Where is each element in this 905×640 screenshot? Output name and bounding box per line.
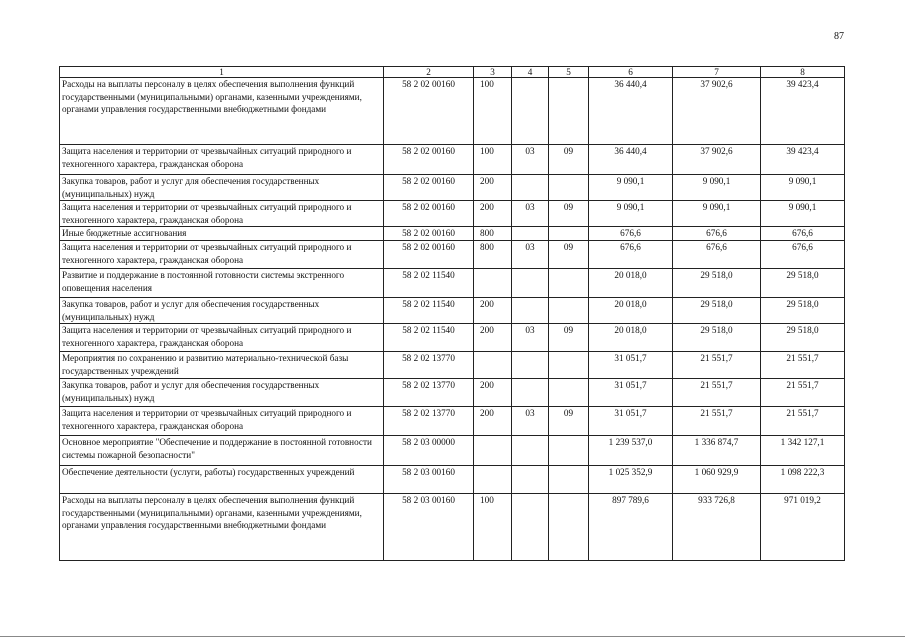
table-row — [60, 352, 845, 379]
header-cell: 2 — [384, 67, 474, 78]
row-amount-3: 29 518,0 — [761, 324, 845, 352]
row-amount-3: 21 551,7 — [761, 352, 845, 379]
row-subsection: 09 — [549, 201, 589, 227]
table-row — [60, 201, 845, 227]
row-amount-1: 1 025 352,9 — [589, 466, 673, 494]
row-section — [512, 78, 549, 145]
table-row — [60, 240, 845, 268]
row-amount-3: 29 518,0 — [761, 297, 845, 323]
row-subsection — [549, 352, 589, 379]
row-expense-group: 200 — [474, 175, 512, 201]
row-expense-group — [474, 352, 512, 379]
header-cell: 8 — [761, 67, 845, 78]
row-expense-group: 200 — [474, 379, 512, 407]
row-amount-3: 21 551,7 — [761, 379, 845, 407]
row-amount-2: 37 902,6 — [673, 78, 761, 145]
row-amount-3: 39 423,4 — [761, 78, 845, 145]
row-expense-group — [474, 436, 512, 466]
header-cell: 6 — [589, 67, 673, 78]
row-amount-1: 20 018,0 — [589, 268, 673, 297]
row-target-code: 58 2 02 13770 — [384, 352, 474, 379]
header-cell: 4 — [512, 67, 549, 78]
row-amount-1: 1 239 537,0 — [589, 436, 673, 466]
row-description: Иные бюджетные ассигнования — [60, 227, 384, 241]
row-amount-2: 37 902,6 — [673, 145, 761, 175]
row-amount-1: 676,6 — [589, 227, 673, 241]
table-row — [60, 227, 845, 241]
row-expense-group — [474, 466, 512, 494]
row-target-code: 58 2 02 13770 — [384, 379, 474, 407]
row-amount-1: 676,6 — [589, 240, 673, 268]
row-subsection — [549, 379, 589, 407]
row-expense-group — [474, 268, 512, 297]
row-amount-2: 1 336 874,7 — [673, 436, 761, 466]
row-subsection — [549, 494, 589, 561]
row-section — [512, 175, 549, 201]
row-section — [512, 297, 549, 323]
row-expense-group: 100 — [474, 78, 512, 145]
row-amount-2: 9 090,1 — [673, 175, 761, 201]
header-cell: 3 — [474, 67, 512, 78]
row-description: Защита населения и территории от чрезвычайных ситуаций природного и техногенного характера, гражданская оборона — [60, 240, 384, 268]
row-amount-1: 36 440,4 — [589, 145, 673, 175]
row-subsection — [549, 466, 589, 494]
row-subsection — [549, 436, 589, 466]
row-section — [512, 466, 549, 494]
row-section — [512, 268, 549, 297]
row-subsection: 09 — [549, 324, 589, 352]
row-amount-1: 9 090,1 — [589, 201, 673, 227]
row-amount-1: 36 440,4 — [589, 78, 673, 145]
row-amount-3: 1 342 127,1 — [761, 436, 845, 466]
row-amount-3: 676,6 — [761, 227, 845, 241]
row-section — [512, 494, 549, 561]
row-subsection — [549, 297, 589, 323]
row-amount-1: 20 018,0 — [589, 297, 673, 323]
table-row — [60, 268, 845, 297]
row-amount-1: 897 789,6 — [589, 494, 673, 561]
header-cell: 5 — [549, 67, 589, 78]
table-row — [60, 145, 845, 175]
table-row — [60, 407, 845, 436]
row-section — [512, 379, 549, 407]
row-section — [512, 352, 549, 379]
row-expense-group: 200 — [474, 407, 512, 436]
row-amount-3: 39 423,4 — [761, 145, 845, 175]
row-amount-2: 9 090,1 — [673, 201, 761, 227]
row-amount-1: 20 018,0 — [589, 324, 673, 352]
row-amount-2: 21 551,7 — [673, 379, 761, 407]
row-target-code: 58 2 02 00160 — [384, 201, 474, 227]
row-description: Защита населения и территории от чрезвычайных ситуаций природного и техногенного характера, гражданская оборона — [60, 324, 384, 352]
row-amount-3: 21 551,7 — [761, 407, 845, 436]
row-target-code: 58 2 03 00160 — [384, 466, 474, 494]
row-subsection: 09 — [549, 145, 589, 175]
row-target-code: 58 2 02 00160 — [384, 78, 474, 145]
row-description: Защита населения и территории от чрезвычайных ситуаций природного и техногенного характера, гражданская оборона — [60, 407, 384, 436]
row-section — [512, 436, 549, 466]
row-description: Защита населения и территории от чрезвычайных ситуаций природного и техногенного характера, гражданская оборона — [60, 145, 384, 175]
row-amount-1: 31 051,7 — [589, 379, 673, 407]
row-expense-group: 800 — [474, 240, 512, 268]
header-cell: 1 — [60, 67, 384, 78]
row-section: 03 — [512, 324, 549, 352]
row-amount-2: 21 551,7 — [673, 407, 761, 436]
row-amount-2: 21 551,7 — [673, 352, 761, 379]
row-subsection — [549, 268, 589, 297]
row-amount-3: 29 518,0 — [761, 268, 845, 297]
row-target-code: 58 2 02 11540 — [384, 268, 474, 297]
row-amount-3: 1 098 222,3 — [761, 466, 845, 494]
row-subsection: 09 — [549, 240, 589, 268]
row-description: Закупка товаров, работ и услуг для обеспечения государственных (муниципальных) нужд — [60, 379, 384, 407]
row-amount-3: 9 090,1 — [761, 175, 845, 201]
row-section: 03 — [512, 201, 549, 227]
row-subsection — [549, 227, 589, 241]
table-row — [60, 494, 845, 561]
table-row — [60, 466, 845, 494]
row-description: Основное мероприятие "Обеспечение и поддержание в постоянной готовности системы пожарной безопасности" — [60, 436, 384, 466]
row-description: Закупка товаров, работ и услуг для обеспечения государственных (муниципальных) нужд — [60, 297, 384, 323]
table-row — [60, 324, 845, 352]
row-amount-3: 971 019,2 — [761, 494, 845, 561]
row-subsection — [549, 78, 589, 145]
row-target-code: 58 2 03 00000 — [384, 436, 474, 466]
row-section: 03 — [512, 240, 549, 268]
row-target-code: 58 2 02 00160 — [384, 227, 474, 241]
table-body — [60, 78, 845, 561]
row-description: Обеспечение деятельности (услуги, работы) государственных учреждений — [60, 466, 384, 494]
table-row — [60, 379, 845, 407]
row-target-code: 58 2 02 00160 — [384, 175, 474, 201]
row-target-code: 58 2 02 11540 — [384, 324, 474, 352]
row-description: Расходы на выплаты персоналу в целях обеспечения выполнения функций государственными (муниципальными) органами, казенными учреждениями, органами управления государственными внебюджетными фондами — [60, 78, 384, 145]
row-description: Мероприятия по сохранению и развитию материально-технической базы государственных учреждений — [60, 352, 384, 379]
row-amount-1: 31 051,7 — [589, 407, 673, 436]
row-amount-2: 676,6 — [673, 227, 761, 241]
budget-table — [59, 66, 845, 561]
row-subsection: 09 — [549, 407, 589, 436]
row-amount-2: 29 518,0 — [673, 324, 761, 352]
row-description: Защита населения и территории от чрезвычайных ситуаций природного и техногенного характера, гражданская оборона — [60, 201, 384, 227]
row-expense-group: 200 — [474, 297, 512, 323]
row-description: Развитие и поддержание в постоянной готовности системы экстренного оповещения населения — [60, 268, 384, 297]
row-expense-group: 800 — [474, 227, 512, 241]
row-expense-group: 100 — [474, 145, 512, 175]
row-section: 03 — [512, 407, 549, 436]
row-amount-3: 9 090,1 — [761, 201, 845, 227]
header-row — [60, 67, 845, 78]
row-amount-3: 676,6 — [761, 240, 845, 268]
row-target-code: 58 2 02 00160 — [384, 145, 474, 175]
table-row — [60, 436, 845, 466]
row-subsection — [549, 175, 589, 201]
row-amount-2: 676,6 — [673, 240, 761, 268]
row-amount-2: 933 726,8 — [673, 494, 761, 561]
row-expense-group: 200 — [474, 324, 512, 352]
page-number: 87 — [834, 31, 844, 42]
row-amount-1: 31 051,7 — [589, 352, 673, 379]
header-cell: 7 — [673, 67, 761, 78]
row-section: 03 — [512, 145, 549, 175]
row-description: Закупка товаров, работ и услуг для обеспечения государственных (муниципальных) нужд — [60, 175, 384, 201]
row-target-code: 58 2 03 00160 — [384, 494, 474, 561]
table-row — [60, 297, 845, 323]
row-expense-group: 100 — [474, 494, 512, 561]
row-amount-1: 9 090,1 — [589, 175, 673, 201]
row-description: Расходы на выплаты персоналу в целях обеспечения выполнения функций государственными (муниципальными) органами, казенными учреждениями, органами управления государственными внебюджетными фондами — [60, 494, 384, 561]
row-target-code: 58 2 02 13770 — [384, 407, 474, 436]
table-row — [60, 78, 845, 145]
row-target-code: 58 2 02 00160 — [384, 240, 474, 268]
row-expense-group: 200 — [474, 201, 512, 227]
row-target-code: 58 2 02 11540 — [384, 297, 474, 323]
row-amount-2: 29 518,0 — [673, 268, 761, 297]
bottom-edge-line — [0, 636, 905, 637]
row-amount-2: 1 060 929,9 — [673, 466, 761, 494]
row-section — [512, 227, 549, 241]
row-amount-2: 29 518,0 — [673, 297, 761, 323]
table-row — [60, 175, 845, 201]
